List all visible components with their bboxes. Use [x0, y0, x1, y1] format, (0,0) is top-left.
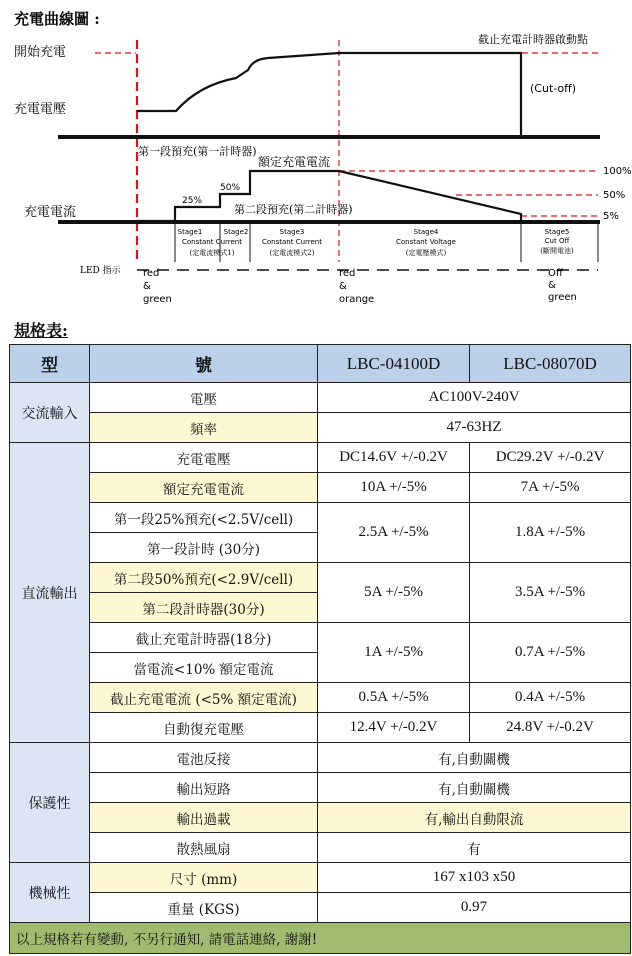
- curve-title: 充電曲線圖 :: [14, 10, 100, 28]
- led-state-3-line2: &: [548, 280, 556, 291]
- table-row: [10, 473, 631, 503]
- cell-value: 有,自動關機: [318, 743, 631, 773]
- row-label: 截止充電計時器(18分): [90, 623, 318, 653]
- row-label: 額定充電電流: [90, 473, 318, 503]
- row-label: 輸出過載: [90, 803, 318, 833]
- cell-value: 0.7A +/-5%: [470, 623, 631, 683]
- row-label: 當電流<10% 額定電流: [90, 653, 318, 683]
- table-row: [10, 623, 631, 653]
- table-row: [10, 683, 631, 713]
- row-label: 散熱風扇: [90, 833, 318, 863]
- row-label: 第一段計時 (30分): [90, 533, 318, 563]
- table-row: [10, 503, 631, 533]
- row-label: 電壓: [90, 383, 318, 413]
- table-row: [10, 443, 631, 473]
- header-model-1: LBC-04100D: [318, 345, 470, 383]
- group-dc-output: 直流輸出: [10, 443, 90, 743]
- header-model-mid: 號: [90, 345, 318, 383]
- led-state-2-line3: orange: [339, 294, 375, 305]
- led-state-1-line2: &: [143, 281, 151, 292]
- stage5-mode-label: (斷開電池): [540, 247, 574, 255]
- cell-value: 24.8V +/-0.2V: [470, 713, 631, 743]
- table-row: [10, 773, 631, 803]
- footer-note: 以上規格若有變動, 不另行通知, 請電話連絡, 謝謝!: [10, 923, 631, 954]
- led-state-2-line1: red: [339, 268, 356, 279]
- stage-two-pre-label: 第二段預充(第二計時器): [234, 203, 353, 216]
- table-row: [10, 863, 631, 893]
- table-row: [10, 713, 631, 743]
- voltage-curve: [137, 53, 521, 137]
- stage5-label: Stage5: [544, 228, 570, 236]
- level-50-label: 50%: [603, 190, 626, 201]
- cell-value: 有: [318, 833, 631, 863]
- level-5-label: 5%: [603, 211, 619, 222]
- stage12-mode-label: (定電流模式1): [189, 249, 235, 257]
- stage1-label: Stage1: [177, 228, 203, 236]
- cell-value: 12.4V +/-0.2V: [318, 713, 470, 743]
- charging-curve-diagram: [0, 0, 632, 320]
- row-label: 自動復充電壓: [90, 713, 318, 743]
- cell-value: 167 x103 x50: [318, 863, 631, 893]
- stage3-sub-label: Constant Current: [262, 238, 322, 246]
- stage4-mode-label: (定電壓模式): [405, 249, 447, 257]
- led-state-3-line1: Off: [548, 268, 563, 279]
- led-state-2-line2: &: [339, 281, 347, 292]
- footer-row: [10, 923, 631, 954]
- row-label: 尺寸 (mm): [90, 863, 318, 893]
- group-mechanical: 機械性: [10, 863, 90, 923]
- cell-value: 5A +/-5%: [318, 563, 470, 623]
- table-row: [10, 743, 631, 773]
- table-row: [10, 563, 631, 593]
- cell-value: 有,輸出自動限流: [318, 803, 631, 833]
- table-row: [10, 413, 631, 443]
- cell-value: 10A +/-5%: [318, 473, 470, 503]
- start-charge-label: 開始充電: [14, 45, 67, 60]
- cell-value: DC29.2V +/-0.2V: [470, 443, 631, 473]
- voltage-label: 充電電壓: [14, 102, 67, 117]
- stage5-sub-label: Cut Off: [544, 237, 570, 245]
- cell-value: 有,自動關機: [318, 773, 631, 803]
- current-label: 充電電流: [24, 205, 77, 220]
- cell-value: 2.5A +/-5%: [318, 503, 470, 563]
- group-protection: 保護性: [10, 743, 90, 863]
- row-label: 輸出短路: [90, 773, 318, 803]
- spec-title: 規格表:: [14, 321, 68, 340]
- cell-value: AC100V-240V: [318, 383, 631, 413]
- table-row: [10, 383, 631, 413]
- header-model-2: LBC-08070D: [470, 345, 631, 383]
- level-100-label: 100%: [603, 166, 632, 177]
- group-ac-input: 交流輸入: [10, 383, 90, 443]
- stage4-sub-label: Constant Voltage: [396, 238, 456, 246]
- stage3-mode-label: (定電流模式2): [269, 249, 315, 257]
- stage2-label: Stage2: [223, 228, 249, 236]
- cell-value: 7A +/-5%: [470, 473, 631, 503]
- cell-value: 0.5A +/-5%: [318, 683, 470, 713]
- cell-value: 1A +/-5%: [318, 623, 470, 683]
- led-state-3-line3: green: [548, 292, 577, 303]
- led-state-1-line1: red: [143, 268, 160, 279]
- led-label: LED 指示: [80, 266, 121, 276]
- cell-value: 0.4A +/-5%: [470, 683, 631, 713]
- rated-current-label: 額定充電電流: [258, 155, 331, 169]
- row-label: 第二段50%預充(<2.9V/cell): [90, 563, 318, 593]
- row-label: 頻率: [90, 413, 318, 443]
- row-label: 重量 (KGS): [90, 893, 318, 923]
- cutoff-label: (Cut-off): [530, 82, 577, 95]
- cell-value: DC14.6V +/-0.2V: [318, 443, 470, 473]
- cell-value: 3.5A +/-5%: [470, 563, 631, 623]
- stage3-label: Stage3: [279, 228, 305, 236]
- row-label: 第一段25%預充(<2.5V/cell): [90, 503, 318, 533]
- row-label: 電池反接: [90, 743, 318, 773]
- table-row: [10, 833, 631, 863]
- row-label: 截止充電電流 (<5% 額定電流): [90, 683, 318, 713]
- row-label: 充電電壓: [90, 443, 318, 473]
- led-state-1-line3: green: [143, 294, 172, 305]
- header-model-left: 型: [10, 345, 90, 383]
- table-row: [10, 803, 631, 833]
- cutoff-timer-start-label: 截止充電計時器啟動點: [478, 33, 588, 46]
- table-header-row: [10, 345, 631, 383]
- stage-one-pre-label: 第一段預充(第一計時器): [138, 145, 257, 158]
- spec-table: [9, 344, 631, 954]
- cell-value: 47-63HZ: [318, 413, 631, 443]
- step-25-label: 25%: [182, 196, 203, 206]
- cell-value: 1.8A +/-5%: [470, 503, 631, 563]
- cell-value: 0.97: [318, 893, 631, 923]
- stage12-sub-label: Constant Current: [182, 238, 242, 246]
- row-label: 第二段計時器(30分): [90, 593, 318, 623]
- stage4-label: Stage4: [413, 228, 439, 236]
- step-50-label: 50%: [220, 183, 241, 193]
- table-row: [10, 893, 631, 923]
